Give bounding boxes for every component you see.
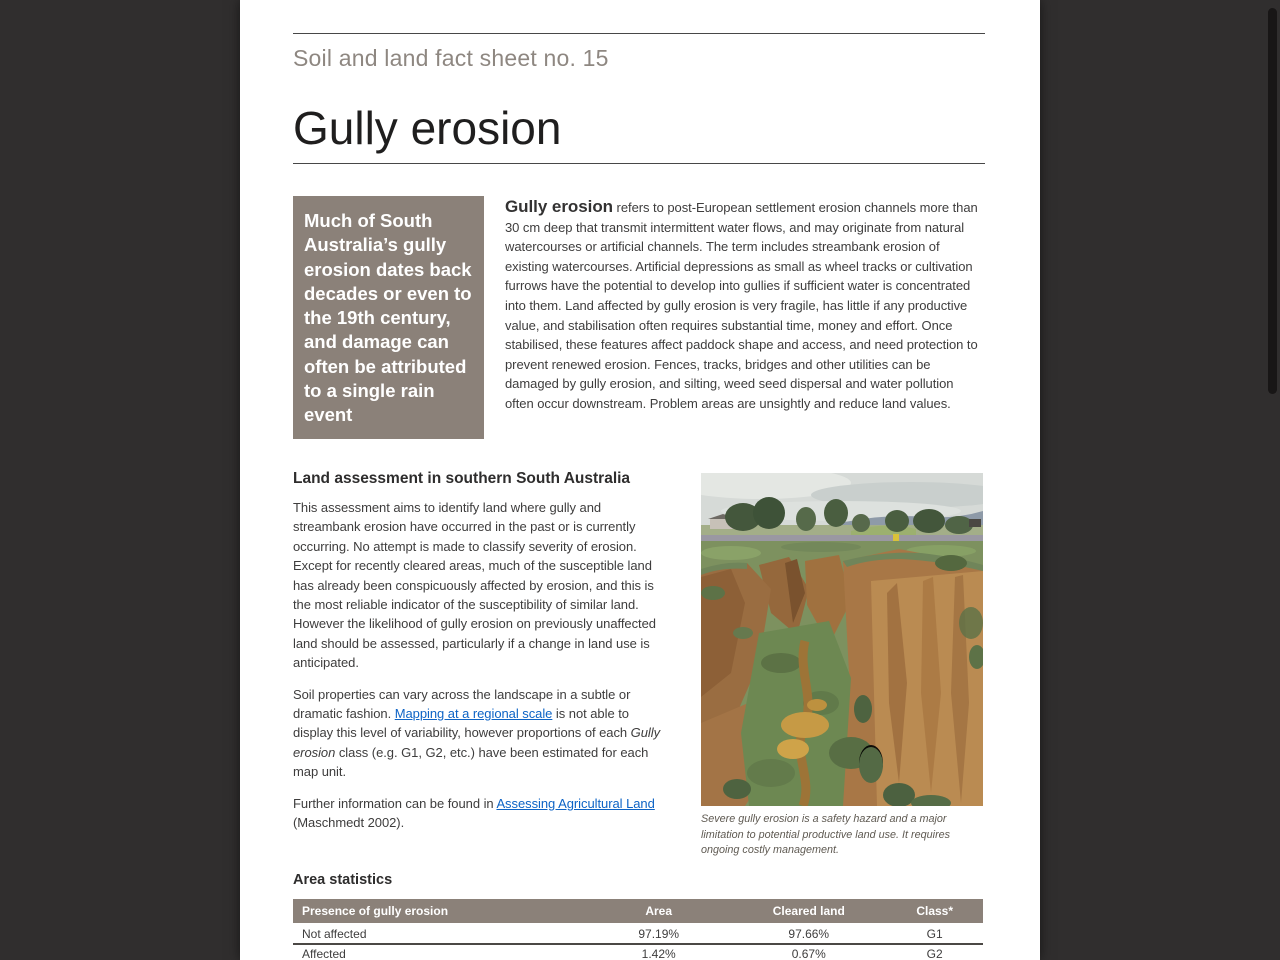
- fact-sheet-subtitle: Soil and land fact sheet no. 15: [293, 45, 609, 71]
- table-cell: G2: [926, 947, 943, 960]
- pull-quote-box: Much of South Australia’s gully erosion dates back decades or even to the 19th century, and damage can often be attributed to a single rain event: [293, 196, 484, 439]
- paragraph-text: class (e.g. G1, G2, etc.) have been estimated for each map unit.: [293, 744, 649, 780]
- table-cell: 0.67%: [791, 947, 826, 960]
- intro-body-text: refers to post-European settlement erosion channels more than 30 cm deep that transmit intermittent water flows, and may originate from natural watercourses or artificial channels. The term includes streambank erosion of existing watercourses. Artificial depressions as small as wheel tracks or cultivation furrows have the potential to develop into gullies if sufficient water is concentrated into them. Land affected by gully erosion is very fragile, has little if any productive value, and stabilisation often requires substantial time, money and effort. Once stabilised, these features affect paddock shape and access, and need protection to prevent renewed erosion. Fences, tracks, bridges and other utilities can be damaged by gully erosion, and silting, weed seed dispersal and water pollution often occur downstream. Problem areas are unsightly and reduce land values.: [505, 200, 978, 411]
- section-heading-area-statistics: Area statistics: [293, 871, 393, 888]
- column-header: Presence of gully erosion: [302, 903, 449, 918]
- document-page: [240, 0, 1040, 960]
- paragraph-text: (Maschmedt 2002).: [293, 815, 405, 831]
- table-cell: Affected: [302, 947, 346, 960]
- section-heading-land-assessment: Land assessment in southern South Australia: [293, 470, 631, 487]
- paragraph-text: Soil properties can vary across the landscape in a subtle or dramatic fashion.: [293, 686, 631, 722]
- table-cell: 97.19%: [638, 926, 680, 941]
- link-mapping-regional-scale[interactable]: Mapping at a regional scale: [394, 706, 553, 722]
- table-cell: 1.42%: [641, 947, 676, 960]
- paragraph-text: Further information can be found in: [293, 795, 497, 811]
- two-column-section: [293, 470, 985, 859]
- area-statistics-table: [293, 899, 983, 960]
- table-row: [293, 945, 983, 960]
- table-row: [293, 925, 983, 946]
- scrollbar-thumb[interactable]: [1268, 8, 1277, 394]
- intro-paragraph: [505, 196, 985, 439]
- column-header: Area: [645, 903, 673, 918]
- table-header-row: [293, 899, 983, 925]
- table-cell: G1: [926, 926, 943, 941]
- header-divider: [293, 33, 985, 34]
- assessment-paragraph-3: [293, 794, 667, 833]
- column-header: Class*: [916, 903, 954, 918]
- intro-lead-term: Gully erosion: [505, 197, 613, 216]
- paragraph-text: is not able to display this level of variability, however proportions of each: [293, 706, 631, 741]
- page-title: Gully erosion: [293, 102, 562, 154]
- gully-erosion-photo: [701, 473, 983, 806]
- table-cell: Not affected: [302, 926, 367, 941]
- intro-section: [293, 196, 985, 439]
- assessment-paragraph-2: [293, 685, 667, 782]
- photo-caption: Severe gully erosion is a safety hazard and a major limitation to potential productive land use. It requires ongoing costly management.: [701, 813, 951, 856]
- title-divider: [293, 163, 985, 164]
- column-header: Cleared land: [772, 903, 845, 918]
- photo-column: [701, 470, 983, 859]
- assessment-paragraph-1: This assessment aims to identify land where gully and streambank erosion have occurred in the past or is currently occurring. No attempt is made to classify severity of erosion. Except for recently cleared areas, much of the susceptible land has already been conspicuously affected by erosion, and this is the most reliable indicator of the susceptibility of similar land. However the likelihood of gully erosion on previously unaffected land should be assessed, particularly if a change in land use is anticipated.: [293, 500, 656, 671]
- link-assessing-agricultural-land[interactable]: Assessing Agricultural Land: [496, 795, 655, 811]
- italic-term: Gully erosion: [293, 725, 661, 760]
- assessment-column: [293, 470, 667, 859]
- table-cell: 97.66%: [788, 926, 830, 941]
